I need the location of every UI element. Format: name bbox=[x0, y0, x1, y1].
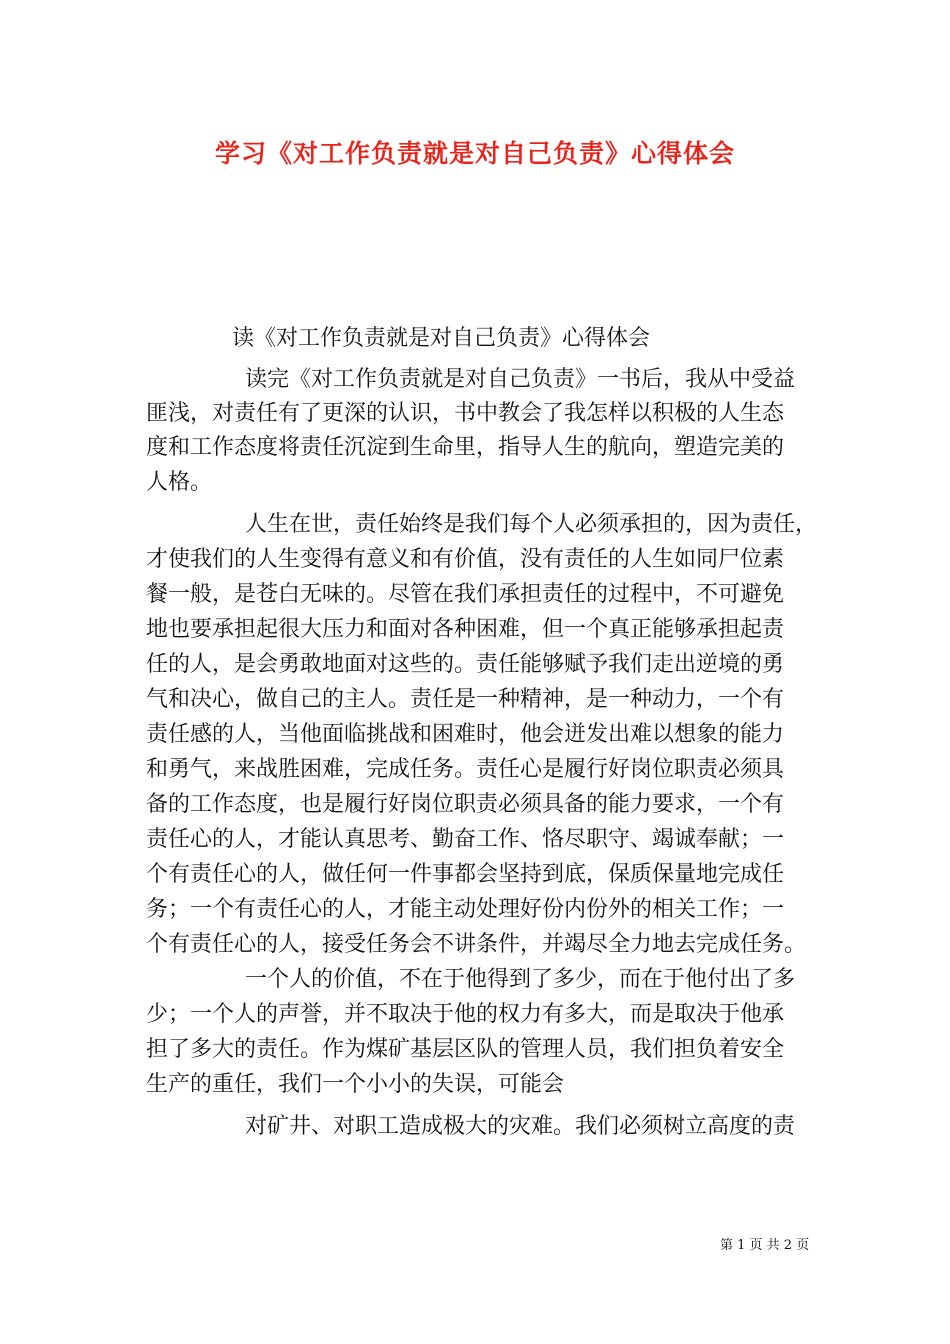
text-line: 务；一个有责任心的人，才能主动处理好份内份外的相关工作；一 bbox=[146, 897, 785, 922]
page-footer: 第 1 页 共 2 页 bbox=[720, 1238, 810, 1253]
text-line: 任的人，是会勇敢地面对这些的。责任能够赋予我们走出逆境的勇 bbox=[146, 652, 785, 677]
text-line: 匪浅，对责任有了更深的认识，书中教会了我怎样以积极的人生态 bbox=[146, 401, 785, 426]
text-line: 担了多大的责任。作为煤矿基层区队的管理人员，我们担负着安全 bbox=[146, 1037, 785, 1062]
text-line: 备的工作态度，也是履行好岗位职责必须具备的能力要求，一个有 bbox=[146, 792, 785, 817]
text-line: 读完《对工作负责就是对自己负责》一书后，我从中受益 bbox=[245, 367, 796, 392]
text-line: 对矿井、对职工造成极大的灾难。我们必须树立高度的责 bbox=[245, 1114, 796, 1139]
text-line: 才使我们的人生变得有意义和有价值，没有责任的人生如同尸位素 bbox=[146, 547, 785, 572]
text-line: 气和决心，做自己的主人。责任是一种精神，是一种动力，一个有 bbox=[146, 687, 785, 712]
text-line: 责任心的人，才能认真思考、勤奋工作、恪尽职守、竭诚奉献；一 bbox=[146, 827, 785, 852]
document-title: 学习《对工作负责就是对自己负责》心得体会 bbox=[214, 139, 735, 168]
text-line: 和勇气，来战胜困难，完成任务。责任心是履行好岗位职责必须具 bbox=[146, 757, 785, 782]
text-line: 责任感的人，当他面临挑战和困难时，他会迸发出难以想象的能力 bbox=[146, 722, 785, 747]
text-line: 生产的重任，我们一个小小的失误，可能会 bbox=[146, 1072, 565, 1097]
text-line: 餐一般，是苍白无味的。尽管在我们承担责任的过程中，不可避免 bbox=[146, 582, 785, 607]
text-line: 地也要承担起很大压力和面对各种困难，但一个真正能够承担起责 bbox=[146, 617, 785, 642]
text-line: 一个人的价值，不在于他得到了多少，而在于他付出了多 bbox=[245, 967, 796, 992]
text-line: 人生在世，责任始终是我们每个人必须承担的，因为责任， bbox=[245, 512, 818, 537]
text-line: 读《对工作负责就是对自己负责》心得体会 bbox=[232, 326, 651, 351]
text-line: 度和工作态度将责任沉淀到生命里，指导人生的航向，塑造完美的 bbox=[146, 435, 785, 460]
text-line: 个有责任心的人，接受任务会不讲条件，并竭尽全力地去完成任务。 bbox=[146, 932, 807, 957]
text-line: 少；一个人的声誉，并不取决于他的权力有多大，而是取决于他承 bbox=[146, 1002, 785, 1027]
text-line: 个有责任心的人，做任何一件事都会坚持到底，保质保量地完成任 bbox=[146, 862, 785, 887]
text-line: 人格。 bbox=[146, 470, 213, 495]
